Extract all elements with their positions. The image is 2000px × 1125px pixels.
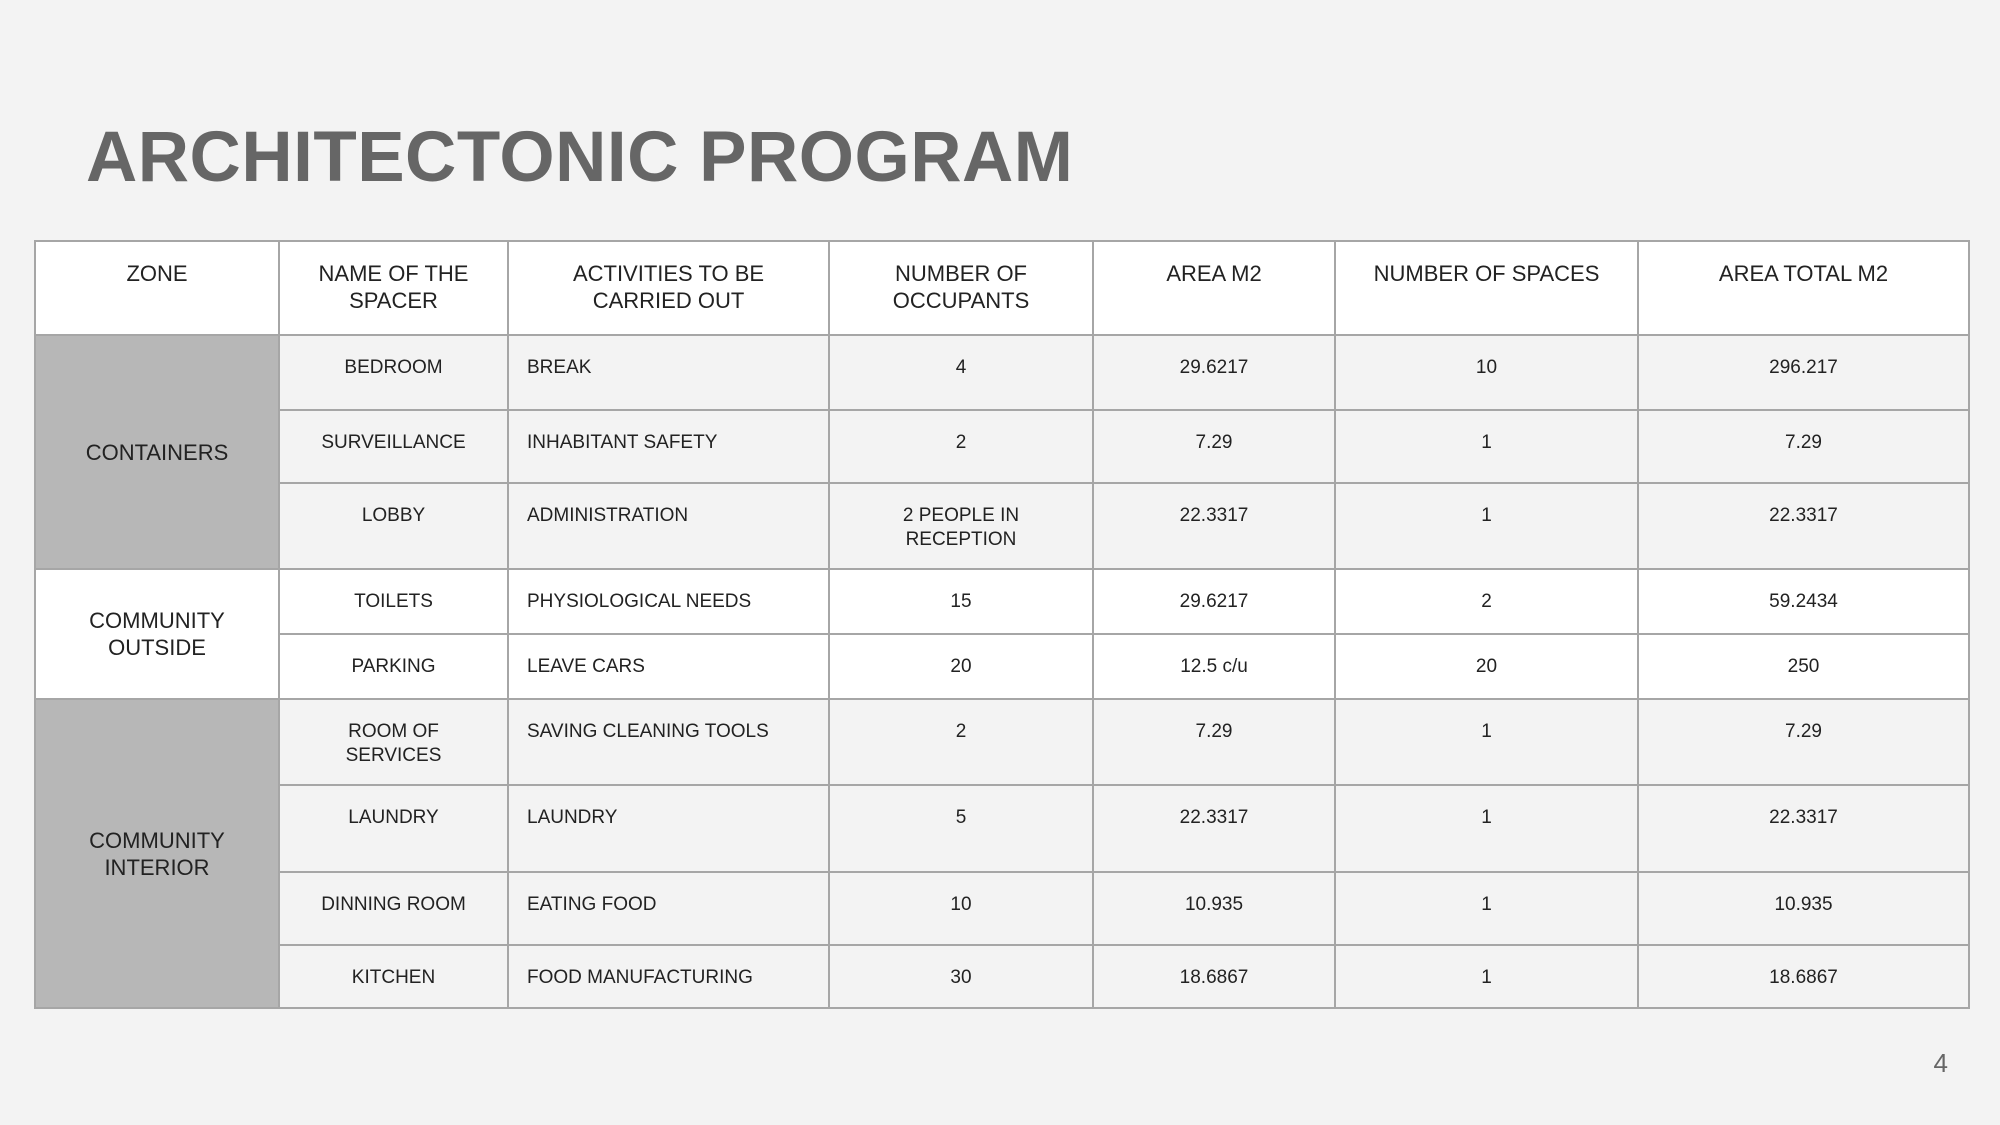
header-activities: ACTIVITIES TO BE CARRIED OUT [508,241,829,335]
cell-spaces: 1 [1335,410,1638,483]
cell-activity: LEAVE CARS [508,634,829,699]
zone-cell-community-outside: COMMUNITY OUTSIDE [35,569,279,699]
cell-area-total: 22.3317 [1638,785,1969,872]
cell-activity: LAUNDRY [508,785,829,872]
cell-activity: FOOD MANUFACTURING [508,945,829,1008]
header-number-of-spaces: NUMBER OF SPACES [1335,241,1638,335]
cell-space-name: KITCHEN [279,945,508,1008]
cell-area: 29.6217 [1093,569,1335,634]
cell-occupants: 20 [829,634,1093,699]
architectonic-program-table [34,240,1970,1009]
cell-area-total: 296.217 [1638,335,1969,410]
cell-space-name: LOBBY [279,483,508,569]
cell-occupants: 2 [829,410,1093,483]
cell-space-name: DINNING ROOM [279,872,508,945]
cell-activity: INHABITANT SAFETY [508,410,829,483]
cell-area: 22.3317 [1093,483,1335,569]
cell-spaces: 1 [1335,699,1638,785]
table-row [35,410,1969,483]
cell-spaces: 20 [1335,634,1638,699]
cell-area: 12.5 c/u [1093,634,1335,699]
cell-space-name: ROOM OF SERVICES [279,699,508,785]
table-row [35,483,1969,569]
table-row [35,634,1969,699]
cell-activity: SAVING CLEANING TOOLS [508,699,829,785]
header-name-of-space: NAME OF THE SPACER [279,241,508,335]
page-title: ARCHITECTONIC PROGRAM [86,118,1074,197]
cell-spaces: 1 [1335,785,1638,872]
cell-area: 29.6217 [1093,335,1335,410]
cell-occupants: 5 [829,785,1093,872]
header-zone: ZONE [35,241,279,335]
table-row [35,335,1969,410]
zone-cell-containers: CONTAINERS [35,335,279,569]
cell-spaces: 2 [1335,569,1638,634]
cell-space-name: TOILETS [279,569,508,634]
cell-area: 18.6867 [1093,945,1335,1008]
cell-area: 10.935 [1093,872,1335,945]
cell-occupants: 10 [829,872,1093,945]
cell-area-total: 7.29 [1638,699,1969,785]
cell-area: 7.29 [1093,410,1335,483]
zone-cell-community-interior: COMMUNITY INTERIOR [35,699,279,1008]
header-number-of-occupants: NUMBER OF OCCUPANTS [829,241,1093,335]
table-row [35,699,1969,785]
cell-activity: BREAK [508,335,829,410]
cell-spaces: 1 [1335,945,1638,1008]
table-row [35,872,1969,945]
cell-space-name: PARKING [279,634,508,699]
cell-occupants: 4 [829,335,1093,410]
cell-area-total: 22.3317 [1638,483,1969,569]
cell-area: 7.29 [1093,699,1335,785]
table-row [35,945,1969,1008]
cell-area-total: 59.2434 [1638,569,1969,634]
cell-space-name: LAUNDRY [279,785,508,872]
cell-activity: EATING FOOD [508,872,829,945]
cell-area-total: 10.935 [1638,872,1969,945]
cell-occupants: 2 PEOPLE IN RECEPTION [829,483,1093,569]
cell-area-total: 7.29 [1638,410,1969,483]
cell-space-name: SURVEILLANCE [279,410,508,483]
header-area-m2: AREA M2 [1093,241,1335,335]
table-row [35,569,1969,634]
cell-area-total: 18.6867 [1638,945,1969,1008]
table-row [35,785,1969,872]
page-number: 4 [1933,1048,1948,1078]
cell-activity: PHYSIOLOGICAL NEEDS [508,569,829,634]
cell-occupants: 2 [829,699,1093,785]
cell-space-name: BEDROOM [279,335,508,410]
cell-occupants: 15 [829,569,1093,634]
header-area-total-m2: AREA TOTAL M2 [1638,241,1969,335]
cell-spaces: 1 [1335,872,1638,945]
cell-occupants: 30 [829,945,1093,1008]
cell-area: 22.3317 [1093,785,1335,872]
cell-spaces: 1 [1335,483,1638,569]
cell-activity: ADMINISTRATION [508,483,829,569]
cell-spaces: 10 [1335,335,1638,410]
table-header-row [35,241,1969,335]
cell-area-total: 250 [1638,634,1969,699]
